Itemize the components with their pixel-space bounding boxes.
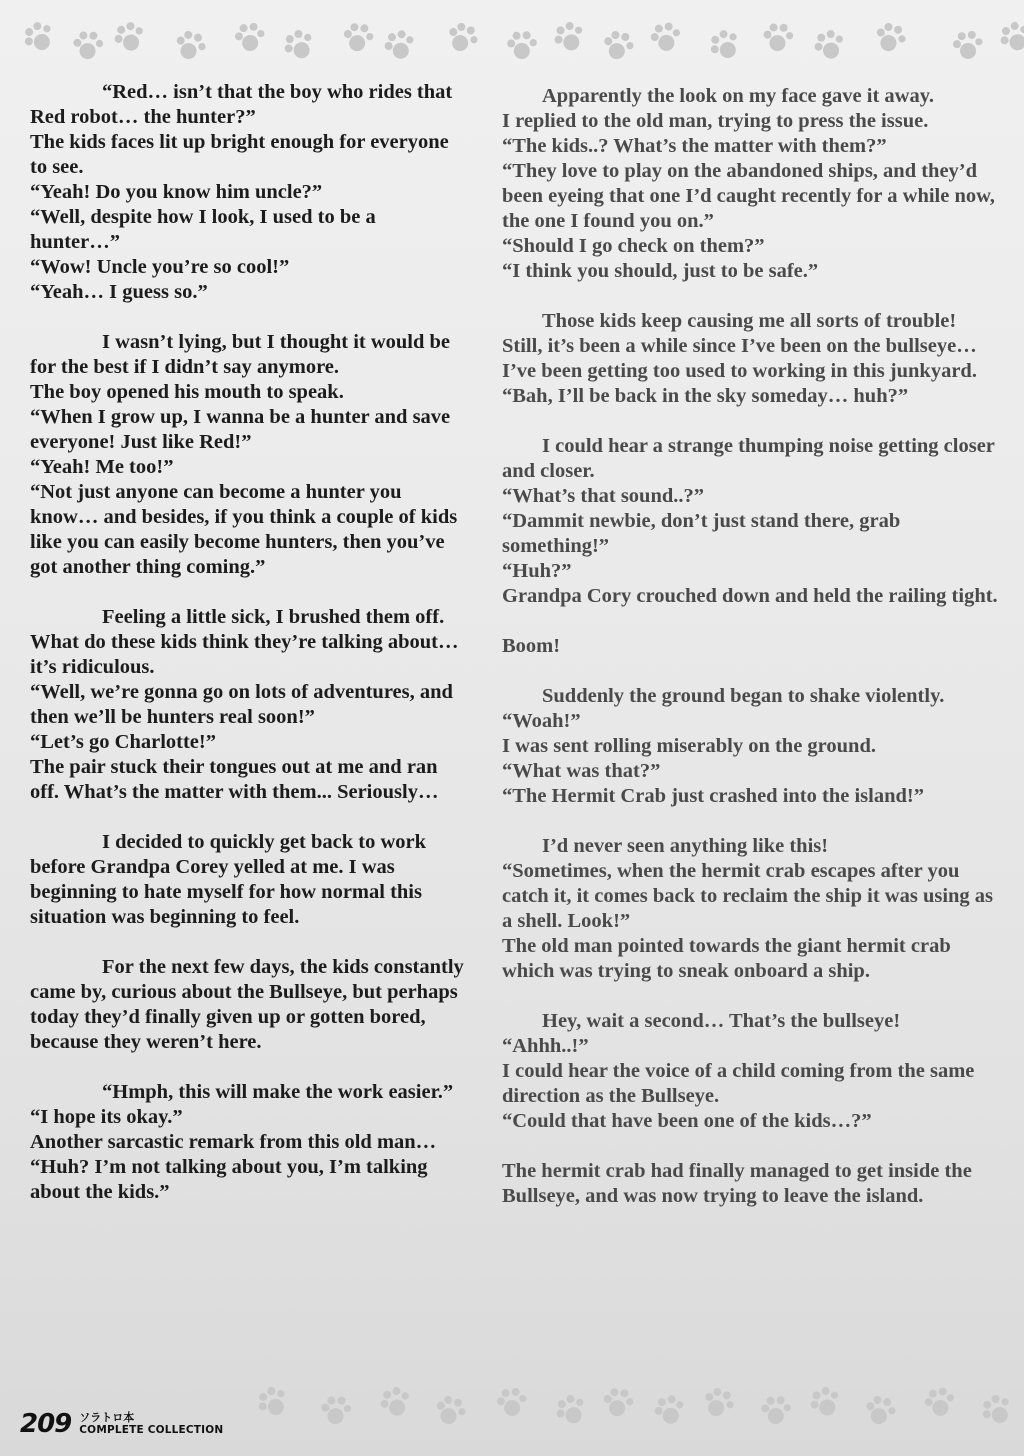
paragraph-gap xyxy=(502,1134,1007,1159)
brand-japanese-title: ソラトロ本 xyxy=(79,1411,135,1424)
text-paragraph: For the next few days, the kids constantly came by, curious about the Bullseye, but perhaps today they’d finally given up or gotten bored, because they weren’t here. xyxy=(30,956,464,1053)
paw-print-icon xyxy=(858,1391,900,1433)
paw-print-icon xyxy=(646,20,683,57)
text-paragraph: “When I grow up, I wanna be a hunter and save everyone! Just like Red!” xyxy=(30,406,451,453)
paragraph-gap xyxy=(30,930,470,955)
paw-print-icon xyxy=(548,1389,593,1434)
text-paragraph: I replied to the old man, trying to press the issue. xyxy=(502,110,929,132)
text-paragraph: “Yeah! Do you know him uncle?” xyxy=(30,181,323,203)
text-paragraph: “The Hermit Crab just crashed into the island!” xyxy=(502,785,924,807)
text-paragraph: “I think you should, just to be safe.” xyxy=(502,260,819,282)
paw-print-icon xyxy=(808,26,850,68)
page-footer xyxy=(20,1408,223,1440)
paw-print-icon xyxy=(694,1381,739,1426)
paw-print-icon xyxy=(493,1386,528,1421)
paw-print-icon xyxy=(337,19,377,59)
text-paragraph: “Yeah! Me too!” xyxy=(30,456,174,478)
paw-print-icon xyxy=(108,18,150,60)
paw-print-icon xyxy=(950,30,985,65)
text-paragraph: “They love to play on the abandoned ships, and they’d been eyeing that one I’d caught recently for a while now, the one I found you on.” xyxy=(502,160,995,232)
text-paragraph: I could hear a strange thumping noise getting closer and closer. xyxy=(502,435,995,482)
paw-print-icon xyxy=(231,21,266,56)
text-paragraph: “Yeah… I guess so.” xyxy=(30,281,208,303)
text-paragraph: “Ahhh..!” xyxy=(502,1035,589,1057)
brand-english-title: COMPLETE COLLECTION xyxy=(79,1424,224,1436)
paw-print-icon xyxy=(867,17,911,61)
paragraph-gap xyxy=(502,984,1007,1009)
text-paragraph: Feeling a little sick, I brushed them off. xyxy=(102,606,445,628)
paw-print-icon xyxy=(374,1383,416,1425)
paw-print-icon xyxy=(503,29,539,65)
paragraph-gap xyxy=(30,805,470,830)
paw-print-icon xyxy=(920,1385,957,1422)
paragraph-gap xyxy=(502,409,1007,434)
text-paragraph: “Huh?” xyxy=(502,560,572,582)
text-paragraph: The kids faces lit up bright enough for everyone to see. xyxy=(30,131,449,178)
text-paragraph: What do these kids think they’re talking about… it’s ridiculous. xyxy=(30,631,459,678)
paragraph-gap xyxy=(30,1055,470,1080)
paw-print-icon xyxy=(993,17,1024,62)
paw-print-icon xyxy=(758,20,796,58)
text-paragraph: Hey, wait a second… That’s the bullseye! xyxy=(542,1010,901,1032)
text-paragraph: “Huh? I’m not talking about you, I’m talking about the kids.” xyxy=(30,1156,428,1203)
text-paragraph: “Bah, I’ll be back in the sky someday… huh?” xyxy=(502,385,909,407)
text-paragraph: Those kids keep causing me all sorts of trouble! xyxy=(542,310,957,332)
text-paragraph: “Well, despite how I look, I used to be a hunter…” xyxy=(30,206,376,253)
paw-print-icon xyxy=(316,1393,354,1431)
paw-print-icon xyxy=(757,1394,793,1430)
paw-print-icon xyxy=(16,16,62,62)
paragraph-gap xyxy=(502,284,1007,309)
paw-print-icon xyxy=(276,24,321,69)
page-number: 209 xyxy=(20,1409,72,1439)
text-paragraph: “Could that have been one of the kids…?” xyxy=(502,1110,872,1132)
text-paragraph: “Dammit newbie, don’t just stand there, grab something!” xyxy=(502,510,901,557)
text-paragraph: “Sometimes, when the hermit crab escapes after you catch it, it comes back to reclaim the ship it was using as a shell. Look!” xyxy=(502,860,994,932)
text-paragraph: I was sent rolling miserably on the ground. xyxy=(502,735,876,757)
text-paragraph: “Let’s go Charlotte!” xyxy=(30,731,216,753)
paw-print-icon xyxy=(427,1390,471,1434)
paw-print-icon xyxy=(547,17,591,61)
text-paragraph: The pair stuck their tongues out at me and ran off. What’s the matter with them... Seriously… xyxy=(30,756,439,803)
paw-print-icon xyxy=(250,1381,296,1427)
text-paragraph: “The kids..? What’s the matter with them?” xyxy=(502,135,887,157)
paw-print-icon xyxy=(597,1384,637,1424)
text-paragraph: I wasn’t lying, but I thought it would be for the best if I didn’t say anymore. xyxy=(30,331,451,378)
text-paragraph: “Well, we’re gonna go on lots of adventures, and then we’ll be hunters real soon!” xyxy=(30,681,453,728)
paragraph-gap xyxy=(502,659,1007,684)
text-paragraph: “I hope its okay.” xyxy=(30,1106,183,1128)
text-paragraph: Grandpa Cory crouched down and held the railing tight. xyxy=(502,585,998,607)
text-paragraph: “Not just anyone can become a hunter you know… and besides, if you think a couple of kids like you can easily become hunters, then you’ve got another thing coming.” xyxy=(30,481,458,578)
paw-print-icon xyxy=(167,25,211,69)
paw-print-icon xyxy=(596,26,638,68)
text-paragraph: Another sarcastic remark from this old man… xyxy=(30,1131,437,1153)
text-paragraph: “Woah!” xyxy=(502,710,581,732)
text-paragraph: “Hmph, this will make the work easier.” xyxy=(102,1081,454,1103)
left-text-column xyxy=(30,80,470,1205)
right-text-column xyxy=(502,84,1007,1209)
text-paragraph: “Red… isn’t that the boy who rides that Red robot… the hunter?” xyxy=(30,81,453,128)
text-paragraph: Apparently the look on my face gave it away. xyxy=(542,85,934,107)
top-paw-border xyxy=(0,20,1024,70)
text-paragraph: “What was that?” xyxy=(502,760,661,782)
paw-print-icon xyxy=(649,1392,689,1432)
paragraph-gap xyxy=(30,580,470,605)
text-paragraph: “What’s that sound..?” xyxy=(502,485,705,507)
text-paragraph: “Should I go check on them?” xyxy=(502,235,765,257)
paw-print-icon xyxy=(379,27,419,67)
text-paragraph: Boom! xyxy=(502,635,561,657)
paw-print-icon xyxy=(974,1389,1020,1435)
text-paragraph: Still, it’s been a while since I’ve been on the bullseye… I’ve been getting too used to working in this junkyard. xyxy=(502,335,977,382)
text-paragraph: The boy opened his mouth to speak. xyxy=(30,381,344,403)
paragraph-gap xyxy=(502,609,1007,634)
text-paragraph: Suddenly the ground began to shake violently. xyxy=(542,685,945,707)
book-brand xyxy=(79,1412,223,1436)
paragraph-gap xyxy=(502,809,1007,834)
text-paragraph: “Wow! Uncle you’re so cool!” xyxy=(30,256,290,278)
text-paragraph: The hermit crab had finally managed to get inside the Bullseye, and was now trying to leave the island. xyxy=(502,1160,972,1207)
paw-print-icon xyxy=(803,1382,847,1426)
paw-print-icon xyxy=(702,24,748,70)
text-paragraph: I decided to quickly get back to work before Grandpa Corey yelled at me. I was beginning to hate myself for how normal this situation was beginning to feel. xyxy=(30,831,427,928)
text-paragraph: I could hear the voice of a child coming from the same direction as the Bullseye. xyxy=(502,1060,975,1107)
paragraph-gap xyxy=(30,305,470,330)
paw-print-icon xyxy=(68,28,106,66)
text-paragraph: I’d never seen anything like this! xyxy=(542,835,829,857)
paw-print-icon xyxy=(438,16,483,61)
text-paragraph: The old man pointed towards the giant hermit crab which was trying to sneak onboard a ship. xyxy=(502,935,951,982)
